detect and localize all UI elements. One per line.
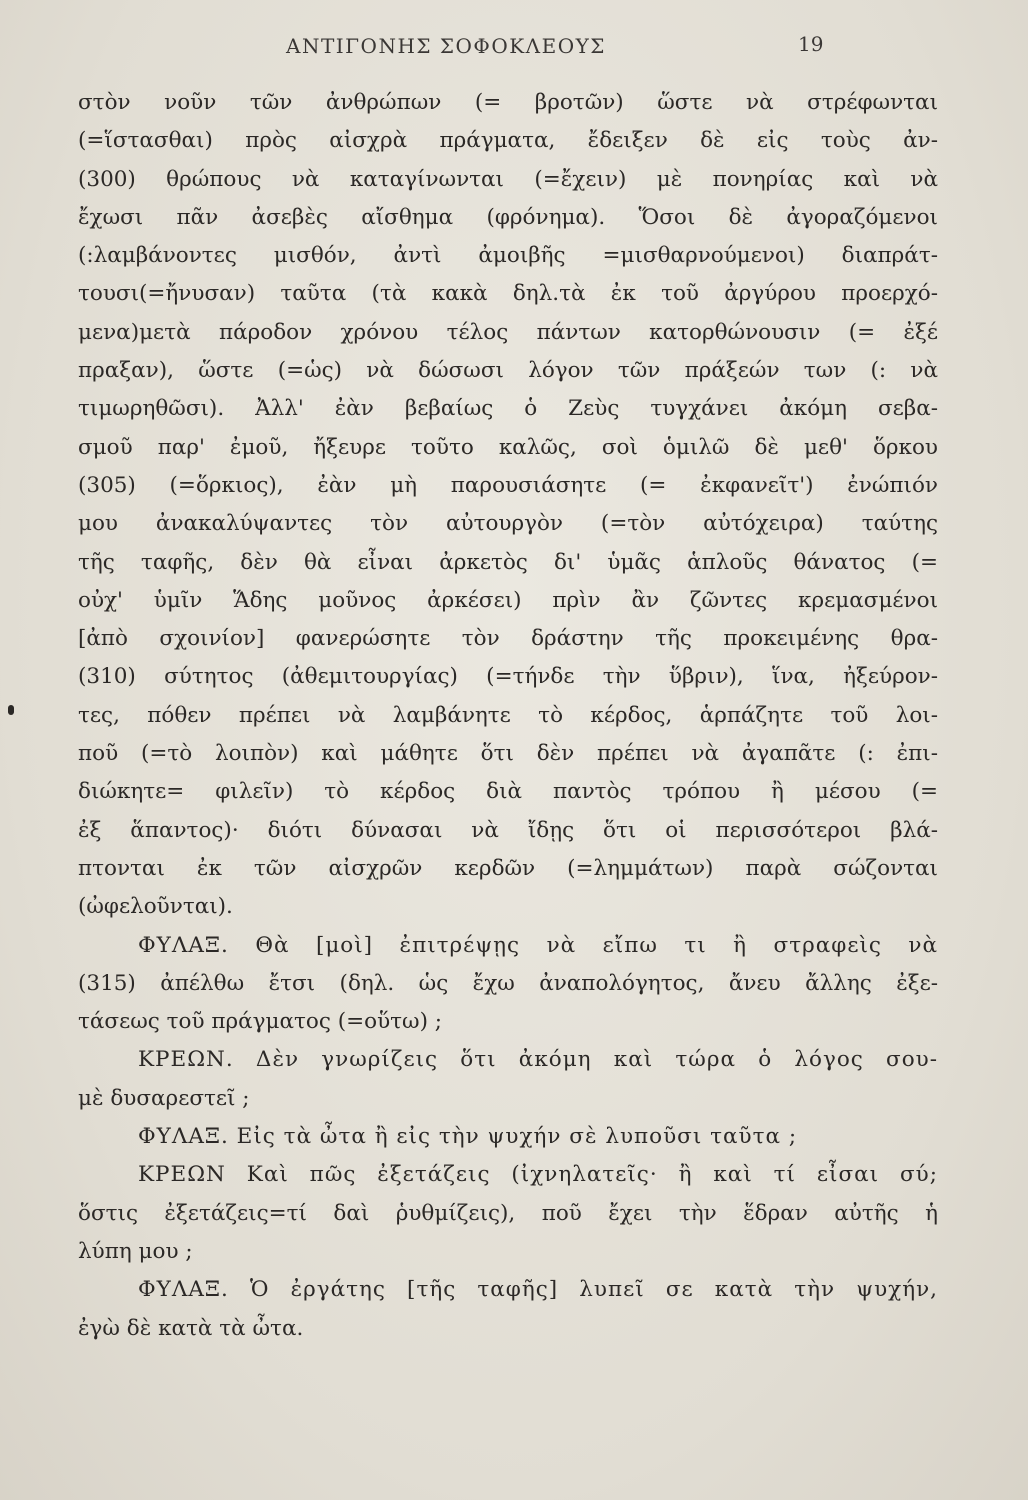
text-line: πραξαν), ὥστε (=ὡς) νὰ δώσωσι λόγον τῶν πράξεών των (: νὰ <box>78 358 938 384</box>
text-line: ἐγὼ δὲ κατὰ τὰ ὦτα. <box>78 1315 304 1341</box>
body-text <box>78 84 938 1348</box>
text-line: (310) σύτητος (ἀθεμιτουργίας) (=τήνδε τὴν ὕβριν), ἵνα, ἠξεύρον- <box>78 664 938 690</box>
text-line: οὐχ' ὑμῖν Ἅδης μοῦνος ἀρκέσει) πρὶν ἂν ζῶντες κρεμασμένοι <box>78 587 938 613</box>
text-line: ἐξ ἅπαντος)· διότι δύνασαι νὰ ἴδῃς ὅτι οἱ περισσότεροι βλά- <box>78 817 938 843</box>
dialogue-line-kreon: ΚΡΕΩΝ. Δὲν γνωρίζεις ὅτι ἀκόμη καὶ τώρα ὁ λόγος σου- <box>138 1047 938 1073</box>
dialogue-line-fylax: ΦΥΛΑΞ. Θὰ [μοὶ] ἐπιτρέψῃς νὰ εἴπω τι ἢ στραφεὶς νὰ <box>138 932 938 958</box>
text-line: (ὠφελοῦνται). <box>78 894 233 920</box>
dialogue-line-fylax: ΦΥΛΑΞ. Εἰς τὰ ὦτα ἢ εἰς τὴν ψυχήν σὲ λυποῦσι ταῦτα ; <box>138 1124 798 1150</box>
text-line: μου ἀνακαλύψαντες τὸν αὐτουργὸν (=τὸν αὐτόχειρα) ταύτης <box>78 511 938 537</box>
text-line: τουσι(=ἤνυσαν) ταῦτα (τὰ κακὰ δηλ.τὰ ἐκ τοῦ ἀργύρου προερχό- <box>78 281 938 307</box>
text-line: (300) θρώπους νὰ καταγίνωνται (=ἔχειν) μὲ πονηρίας καὶ νὰ <box>78 166 938 192</box>
text-line: μενα)μετὰ πάροδον χρόνου τέλος πάντων κατορθώνουσιν (= ἐξέ <box>78 319 938 345</box>
text-line: λύπη μου ; <box>78 1238 193 1264</box>
page-number: 19 <box>798 32 824 56</box>
text-line: (305) (=ὅρκιος), ἐὰν μὴ παρουσιάσητε (= ἐκφανεῖτ') ἐνώπιόν <box>78 472 938 498</box>
text-line: σμοῦ παρ' ἐμοῦ, ἤξευρε τοῦτο καλῶς, σοὶ ὁμιλῶ δὲ μεθ' ὅρκου <box>78 434 938 460</box>
margin-mark-icon <box>8 705 14 715</box>
text-line: ὅστις ἐξετάζεις=τί δαὶ ῥυθμίζεις), ποῦ ἔχει τὴν ἕδραν αὐτῆς ἡ <box>78 1200 938 1226</box>
text-line: ποῦ (=τὸ λοιπὸν) καὶ μάθητε ὅτι δὲν πρέπει νὰ ἀγαπᾶτε (: ἐπι- <box>78 741 938 767</box>
text-line: διώκητε= φιλεῖν) τὸ κέρδος διὰ παντὸς τρόπου ἢ μέσου (= <box>78 779 938 805</box>
text-line: στὸν νοῦν τῶν ἀνθρώπων (= βροτῶν) ὥστε νὰ στρέφωνται <box>78 90 938 115</box>
text-line: μὲ δυσαρεστεῖ ; <box>78 1085 250 1111</box>
text-line: τῆς ταφῆς, δὲν θὰ εἶναι ἀρκετὸς δι' ὑμᾶς ἁπλοῦς θάνατος (= <box>78 549 938 575</box>
dialogue-line-fylax: ΦΥΛΑΞ. Ὁ ἐργάτης [τῆς ταφῆς] λυπεῖ σε κατὰ τὴν ψυχήν, <box>138 1277 938 1303</box>
dialogue-line-kreon: ΚΡΕΩΝ Καὶ πῶς ἐξετάζεις (ἰχνηλατεῖς· ἢ καὶ τί εἶσαι σύ; <box>138 1162 938 1188</box>
text-line: [ἀπὸ σχοινίον] φανερώσητε τὸν δράστην τῆς προκειμένης θρα- <box>78 626 938 652</box>
text-line: τάσεως τοῦ πράγματος (=οὕτω) ; <box>78 1009 443 1035</box>
text-line: τιμωρηθῶσι). Ἀλλ' ἐὰν βεβαίως ὁ Ζεὺς τυγχάνει ἀκόμη σεβα- <box>78 396 938 422</box>
text-line: (:λαμβάνοντες μισθόν, ἀντὶ ἀμοιβῆς =μισθαρνούμενοι) διαπράτ- <box>78 243 938 269</box>
text-line: τες, πόθεν πρέπει νὰ λαμβάνητε τὸ κέρδος, ἁρπάζητε τοῦ λοι- <box>78 702 938 728</box>
text-line: (315) ἀπέλθω ἔτσι (δηλ. ὡς ἔχω ἀναπολόγητος, ἄνευ ἄλλης ἐξε- <box>78 970 938 996</box>
running-title: ΑΝΤΙΓΟΝΗΣ ΣΟΦΟΚΛΕΟΥΣ <box>286 34 606 58</box>
text-line: (=ἵστασθαι) πρὸς αἰσχρὰ πράγματα, ἔδειξεν δὲ εἰς τοὺς ἀν- <box>78 128 938 154</box>
text-line: πτονται ἐκ τῶν αἰσχρῶν κερδῶν (=λημμάτων) παρὰ σώζονται <box>78 855 938 881</box>
text-line: ἔχωσι πᾶν ἀσεβὲς αἴσθημα (φρόνημα). Ὅσοι δὲ ἀγοραζόμενοι <box>78 204 938 230</box>
